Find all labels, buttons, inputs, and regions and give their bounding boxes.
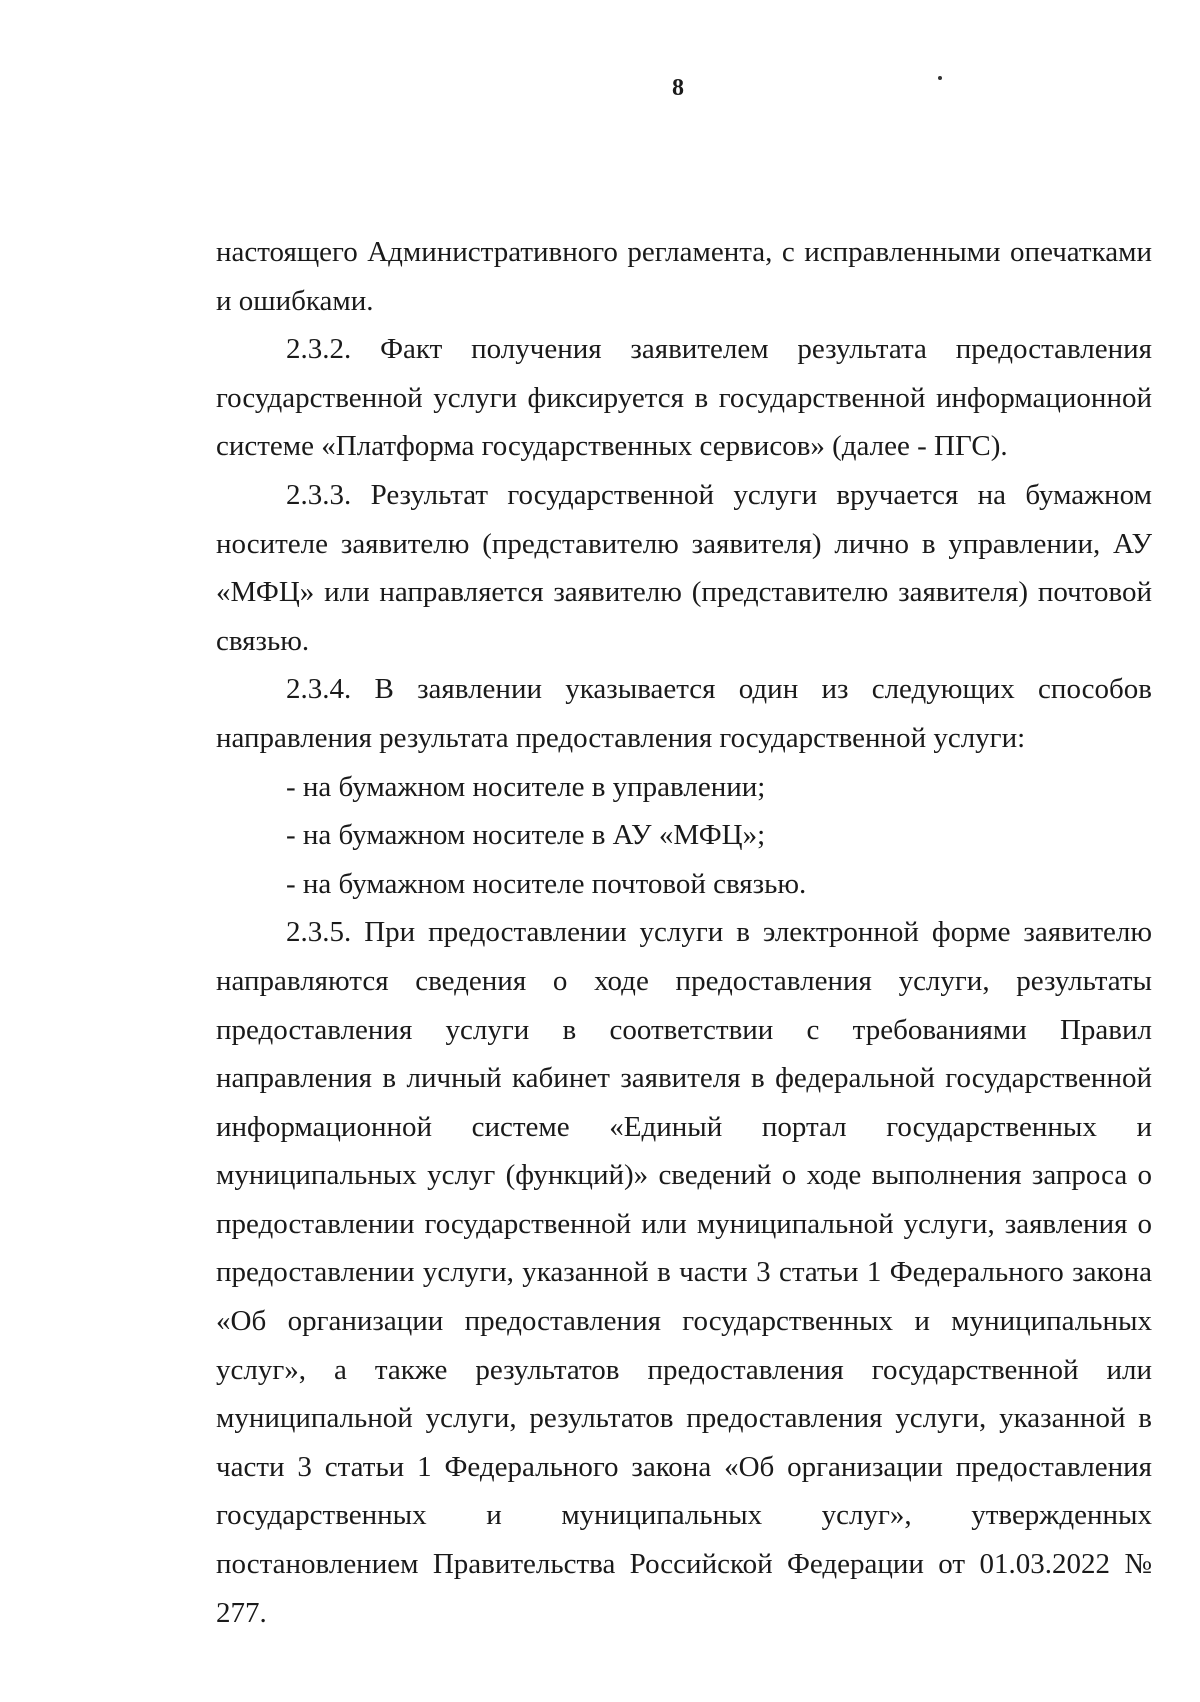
paragraph-continuation: настоящего Административного регламента, с исправленными опечатками и ошибками.: [216, 236, 1152, 317]
document-body: [216, 228, 1152, 1637]
scan-speck: [938, 76, 942, 80]
paragraph-2-3-3: 2.3.3. Результат государственной услуги вручается на бумажном носителе заявителю (представителю заявителя) лично в управлении, АУ «МФЦ» или направляется заявителю (представителю заявителя) почтовой связью.: [216, 478, 1152, 657]
paragraph-2-3-4: 2.3.4. В заявлении указывается один из следующих способов направления результата предоставления государственной услуги:: [216, 673, 1152, 754]
page-number: 8: [672, 75, 684, 101]
list-item: - на бумажном носителе в управлении;: [286, 770, 766, 803]
delivery-methods-list: [216, 763, 1152, 909]
paragraph-2-3-2: 2.3.2. Факт получения заявителем результата предоставления государственной услуги фиксируется в государственной информационной системе «Платформа государственных сервисов» (далее - ПГС).: [216, 333, 1152, 463]
list-item: - на бумажном носителе в АУ «МФЦ»;: [286, 819, 766, 852]
paragraph-2-3-5: 2.3.5. При предоставлении услуги в электронной форме заявителю направляются сведения о ходе предоставления услуги, результаты предоставления услуги в соответствии с требованиями Правил направления в личный кабинет заявителя в федеральной государственной информационной системе «Единый портал государственных и муниципальных услуг (функций)» сведений о ходе выполнения запроса о предоставлении государственной или муниципальной услуги, заявления о предоставлении услуги, указанной в части 3 статьи 1 Федерального закона «Об организации предоставления государственных и муниципальных услуг», а также результатов предоставления государственной или муниципальной услуги, результатов предоставления услуги, указанной в части 3 статьи 1 Федерального закона «Об организации предоставления государственных и муниципальных услуг», утвержденных постановлением Правительства Российской Федерации от 01.03.2022 № 277.: [216, 916, 1152, 1629]
list-item: - на бумажном носителе почтовой связью.: [286, 867, 807, 900]
